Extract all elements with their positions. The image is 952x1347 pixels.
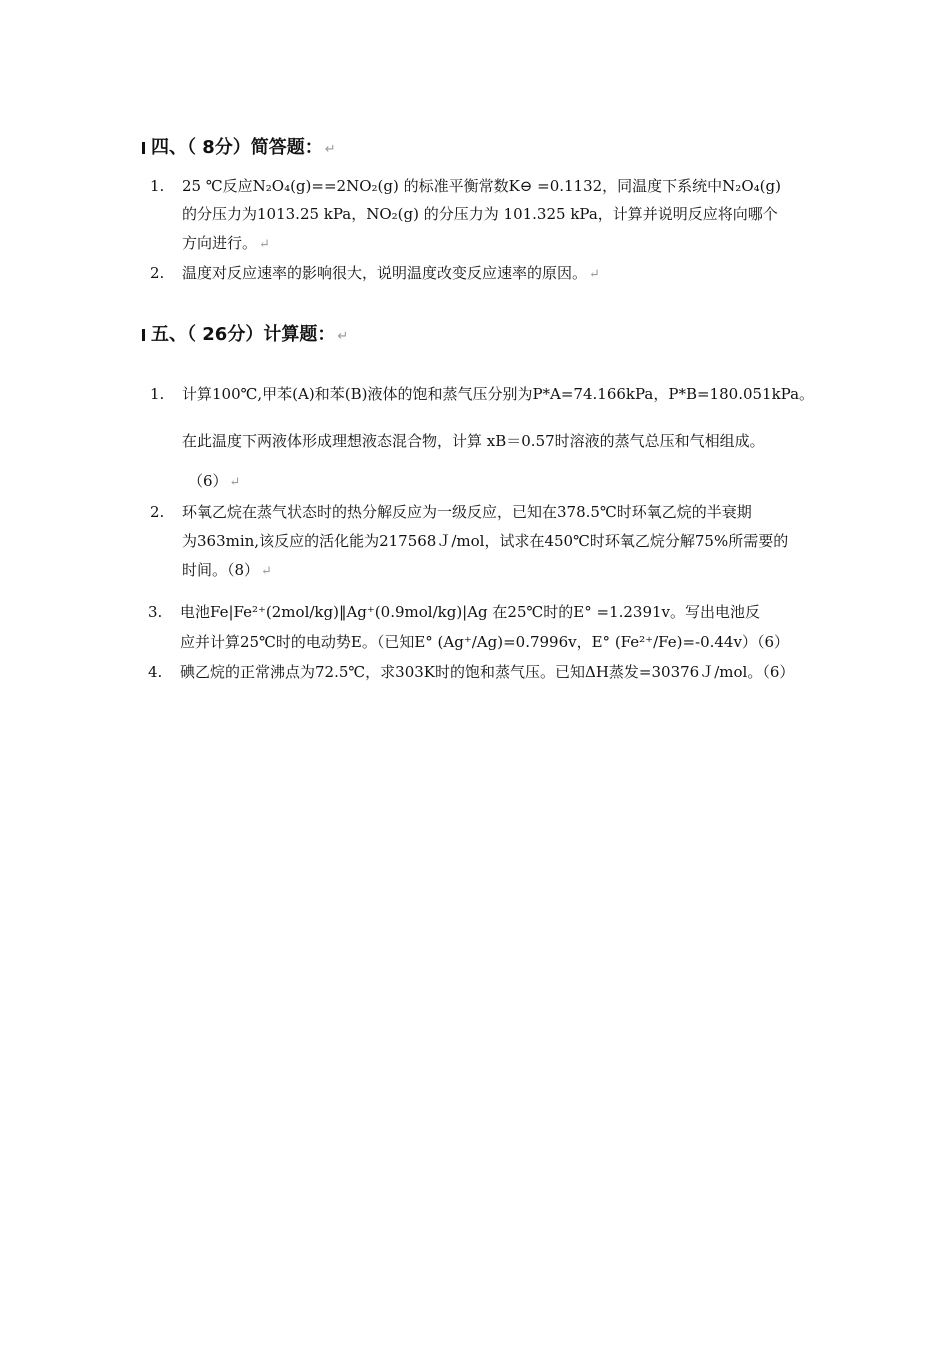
q4-1-number: 1. bbox=[150, 177, 165, 195]
section-marker bbox=[142, 142, 145, 154]
paragraph-mark-icon: ↵ bbox=[259, 237, 270, 252]
q4-1-line-1: 25 ℃反应N₂O₄(g)==2NO₂(g) 的标准平衡常数K⊖ =0.1132，同温度下系统中N₂O₄(g) bbox=[182, 177, 781, 195]
q5-1-line-2: 在此温度下两液体形成理想液态混合物，计算 xB＝0.57时溶液的蒸气总压和气相组成。 bbox=[182, 432, 765, 450]
paragraph-mark-icon: ↵ bbox=[589, 267, 600, 282]
q5-4-line-1: 碘乙烷的正常沸点为72.5℃，求303K时的饱和蒸气压。已知ΔH蒸发=30376Ｊ/mol。（6） bbox=[180, 663, 795, 681]
paragraph-mark-icon: ↵ bbox=[337, 329, 349, 344]
paragraph-mark-icon: ↵ bbox=[229, 475, 241, 490]
q5-2-line-2: 为363min,该反应的活化能为217568Ｊ/mol，试求在450℃时环氧乙烷分解75%所需要的 bbox=[182, 532, 789, 550]
section-4-title: 四、（ 8分）简答题： ↵ bbox=[142, 133, 336, 159]
q5-2-line-1: 环氧乙烷在蒸气状态时的热分解反应为一级反应，已知在378.5℃时环氧乙烷的半衰期 bbox=[182, 503, 752, 521]
q4-1-line-2: 的分压力为1013.25 kPa，NO₂(g) 的分压力为 101.325 kPa，计算并说明反应将向哪个 bbox=[182, 205, 778, 223]
q4-1-line-3: 方向进行。 ↵ bbox=[182, 234, 270, 252]
section-5-title: 五、（ 26分）计算题： ↵ bbox=[142, 320, 348, 346]
q5-1-number: 1. bbox=[150, 385, 165, 403]
q5-3-line-2: 应并计算25℃时的电动势E。（已知E° (Ag⁺/Ag)=0.7996v，E° (Fe²⁺/Fe)=-0.44v）（6） bbox=[180, 633, 789, 651]
paragraph-mark-icon: ↵ bbox=[324, 142, 336, 157]
q4-2-line-1: 温度对反应速率的影响很大，说明温度改变反应速率的原因。 ↵ bbox=[182, 264, 600, 282]
q5-1-line-3: （6） ↵ bbox=[188, 472, 241, 490]
paragraph-mark-icon: ↵ bbox=[261, 564, 272, 579]
q5-2-number: 2. bbox=[150, 503, 165, 521]
q5-3-line-1: 电池Fe|Fe²⁺(2mol/kg)‖Ag⁺(0.9mol/kg)|Ag 在25℃时的E° =1.2391v。写出电池反 bbox=[180, 603, 761, 621]
q5-2-line-3: 时间。（8） ↵ bbox=[182, 561, 272, 579]
q5-1-line-1: 计算100℃,甲苯(A)和苯(B)液体的饱和蒸气压分别为P*A=74.166kPa，P*B=180.051kPa。 bbox=[182, 385, 815, 403]
q5-4-number: 4. bbox=[148, 663, 163, 681]
q4-2-number: 2. bbox=[150, 264, 165, 282]
section-marker bbox=[142, 329, 145, 341]
q5-3-number: 3. bbox=[148, 603, 163, 621]
